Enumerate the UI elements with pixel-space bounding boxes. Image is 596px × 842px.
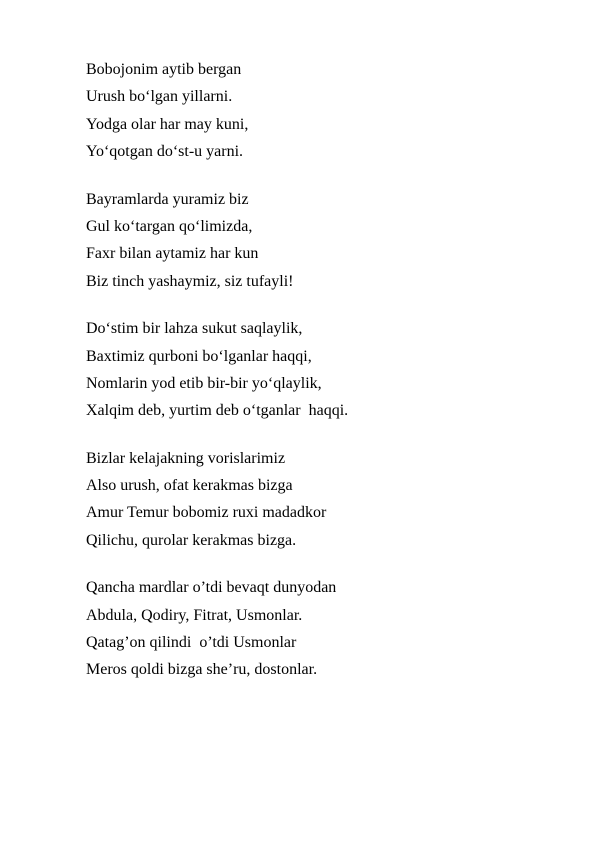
poem-line: Bizlar kelajakning vorislarimiz [86,449,286,467]
poem [86,56,546,704]
poem-line: Urush bo‘lgan yillarni. [86,88,233,106]
stanza-3 [86,315,546,425]
poem-line: Amur Temur bobomiz ruxi madadkor [86,504,327,522]
stanza-2 [86,186,546,296]
poem-line: Qilichu, qurolar kerakmas bizga. [86,531,297,549]
stanza-5 [86,574,546,684]
poem-line: Do‘stim bir lahza sukut saqlaylik, [86,320,303,338]
stanza-1 [86,56,546,166]
poem-line: Biz tinch yashaymiz, siz tufayli! [86,272,294,290]
poem-line: Baxtimiz qurboni bo‘lganlar haqqi, [86,347,312,365]
poem-line: Qatag’on qilindi o’tdi Usmonlar [86,634,297,652]
poem-line: Bobojonim aytib bergan [86,61,242,78]
poem-line: Also urush, ofat kerakmas bizga [86,477,293,495]
poem-line: Bayramlarda yuramiz biz [86,190,249,208]
poem-line: Yodga olar har may kuni, [86,115,249,133]
poem-line: Qancha mardlar o’tdi bevaqt dunyodan [86,579,337,597]
poem-line: Yo‘qotgan do‘st-u yarni. [86,143,244,161]
poem-line: Xalqim deb, yurtim deb o‘tganlar haqqi. [86,402,349,420]
poem-line: Gul ko‘targan qo‘limizda, [86,217,253,235]
poem-line: Abdula, Qodiry, Fitrat, Usmonlar. [86,606,303,624]
stanza-4 [86,445,546,555]
poem-line: Faxr bilan aytamiz har kun [86,245,259,263]
poem-line: Meros qoldi bizga she’ru, dostonlar. [86,661,318,679]
poem-line: Nomlarin yod etib bir-bir yo‘qlaylik, [86,374,322,392]
